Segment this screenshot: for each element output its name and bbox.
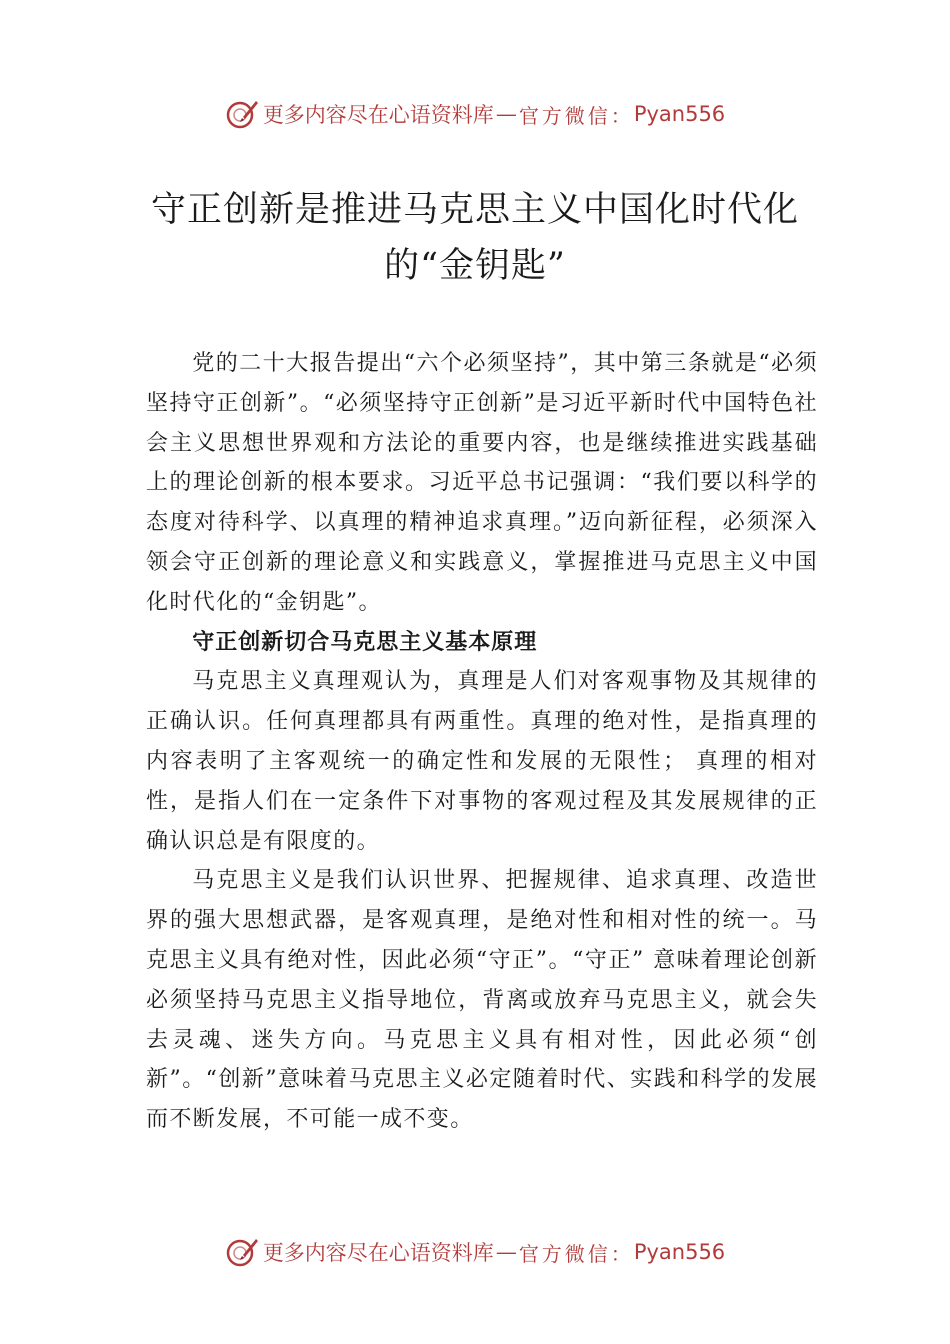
- document-body: [146, 344, 818, 1140]
- document-title: [100, 182, 850, 294]
- footer-watermark-banner: [0, 1230, 950, 1274]
- banner-dash: —: [495, 1240, 517, 1264]
- pen-logo-icon: [225, 1235, 259, 1269]
- wechat-id: Pyan556: [633, 1240, 726, 1264]
- pen-logo-icon: [225, 97, 259, 131]
- wechat-label: 官方微信：: [518, 103, 634, 128]
- header-watermark-banner: [0, 92, 950, 136]
- section-heading: 守正创新切合马克思主义基本原理: [192, 629, 538, 655]
- site-name-text: 更多内容尽在心语资料库: [262, 1241, 494, 1265]
- site-name-text: 更多内容尽在心语资料库: [262, 103, 494, 127]
- section-paragraph-1: 马克思主义真理观认为，真理是人们对客观事物及其规律的正确认识。任何真理都具有两重性。真理的绝对性，是指真理的内容表明了主客观统一的确定性和发展的无限性； 真理的相对性，是指人们在一定条件下对事物的客观过程及其发展规律的正确认识总是有限度的。: [146, 669, 818, 854]
- title-line-2: 的“金钥匙”: [384, 246, 566, 286]
- banner-dash: —: [495, 102, 517, 126]
- title-line-1: 守正创新是推进马克思主义中国化时代化: [150, 190, 799, 230]
- wechat-label: 官方微信：: [518, 1241, 634, 1266]
- wechat-id: Pyan556: [633, 102, 726, 126]
- section-paragraph-2: 马克思主义是我们认识世界、把握规律、追求真理、改造世界的强大思想武器，是客观真理，是绝对性和相对性的统一。马克思主义具有绝对性，因此必须“守正”。“守正” 意味着理论创新必须坚持马克思主义指导地位，背离或放弃马克思主义，就会失去灵魂、迷失方向。马克思主义具有相对性，因此必须“创新”。“创新”意味着马克思主义必定随着时代、实践和科学的发展而不断发展，不可能一成不变。: [146, 868, 818, 1133]
- intro-paragraph: 党的二十大报告提出“六个必须坚持”，其中第三条就是“必须坚持守正创新”。“必须坚持守正创新”是习近平新时代中国特色社会主义思想世界观和方法论的重要内容，也是继续推进实践基础上的理论创新的根本要求。习近平总书记强调：“我们要以科学的态度对待科学、以真理的精神追求真理。”迈向新征程，必须深入领会守正创新的理论意义和实践意义，掌握推进马克思主义中国化时代化的“金钥匙”。: [146, 351, 818, 615]
